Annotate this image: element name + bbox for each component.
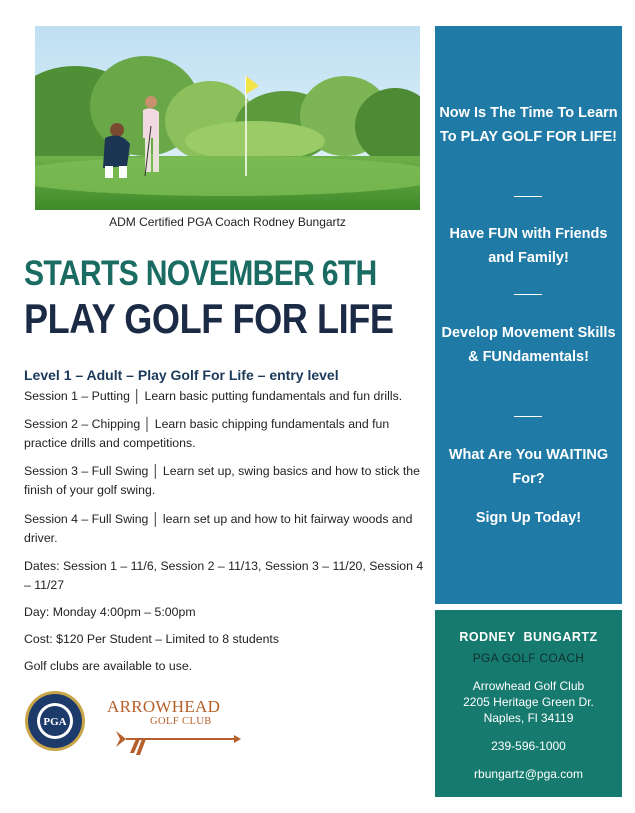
arrowhead-logo-subtitle: GOLF CLUB xyxy=(150,716,212,727)
promo-divider xyxy=(514,196,542,197)
promo-message-4: What Are You WAITING For? xyxy=(448,447,609,487)
session-4-text: Session 4 – Full Swing │ learn set up and how to hit fairway woods and driver. xyxy=(24,512,413,545)
promo-message-1: Now Is The Time To Learn To PLAY GOLF FOR LIFE! xyxy=(439,105,618,145)
club-name: Arrowhead Golf Club xyxy=(472,679,585,693)
city-address: Naples, Fl 34119 xyxy=(483,711,574,725)
level-heading: Level 1 – Adult – Play Golf For Life – entry level xyxy=(24,367,339,383)
cost-text: Cost: $120 Per Student – Limited to 8 students xyxy=(24,632,279,646)
session-2-text: Session 2 – Chipping │ Learn basic chipping fundamentals and fun practice drills and competitions. xyxy=(24,417,390,450)
session-3-text: Session 3 – Full Swing │ Learn set up, swing basics and how to stick the finish of your golf swing. xyxy=(24,464,420,497)
pga-logo xyxy=(24,690,86,752)
day-text: Day: Monday 4:00pm – 5:00pm xyxy=(24,605,196,619)
promo-divider xyxy=(514,294,542,295)
sign-up-call-to-action: Sign Up Today! xyxy=(475,510,582,526)
promo-message-2: Have FUN with Friends and Family! xyxy=(449,226,608,266)
arrowhead-logo-name: ARROWHEAD xyxy=(107,697,221,716)
street-address: 2205 Heritage Green Dr. xyxy=(463,695,594,709)
coach-name: RODNEY BUNGARTZ xyxy=(459,630,598,644)
pga-logo-text: PGA xyxy=(43,716,67,728)
photo-caption: ADM Certified PGA Coach Rodney Bungartz xyxy=(109,215,346,229)
promo-divider xyxy=(514,416,542,417)
coach-title: PGA GOLF COACH xyxy=(472,651,585,665)
session-1-text: Session 1 – Putting │ Learn basic putting fundamentals and fun drills. xyxy=(24,389,403,403)
golf-lesson-photo xyxy=(35,26,420,210)
program-title-headline: PLAY GOLF FOR LIFE xyxy=(24,295,394,342)
promo-message-3: Develop Movement Skills & FUNdamentals! xyxy=(441,325,616,365)
email-link[interactable]: rbungartz@pga.com xyxy=(474,767,583,781)
start-date-headline: STARTS NOVEMBER 6TH xyxy=(24,254,377,293)
dates-text: Dates: Session 1 – 11/6, Session 2 – 11/13, Session 3 – 11/20, Session 4 – 11/27 xyxy=(24,559,424,592)
address-block xyxy=(435,678,622,726)
phone-number[interactable]: 239-596-1000 xyxy=(491,739,566,753)
clubs-text: Golf clubs are available to use. xyxy=(24,659,193,673)
